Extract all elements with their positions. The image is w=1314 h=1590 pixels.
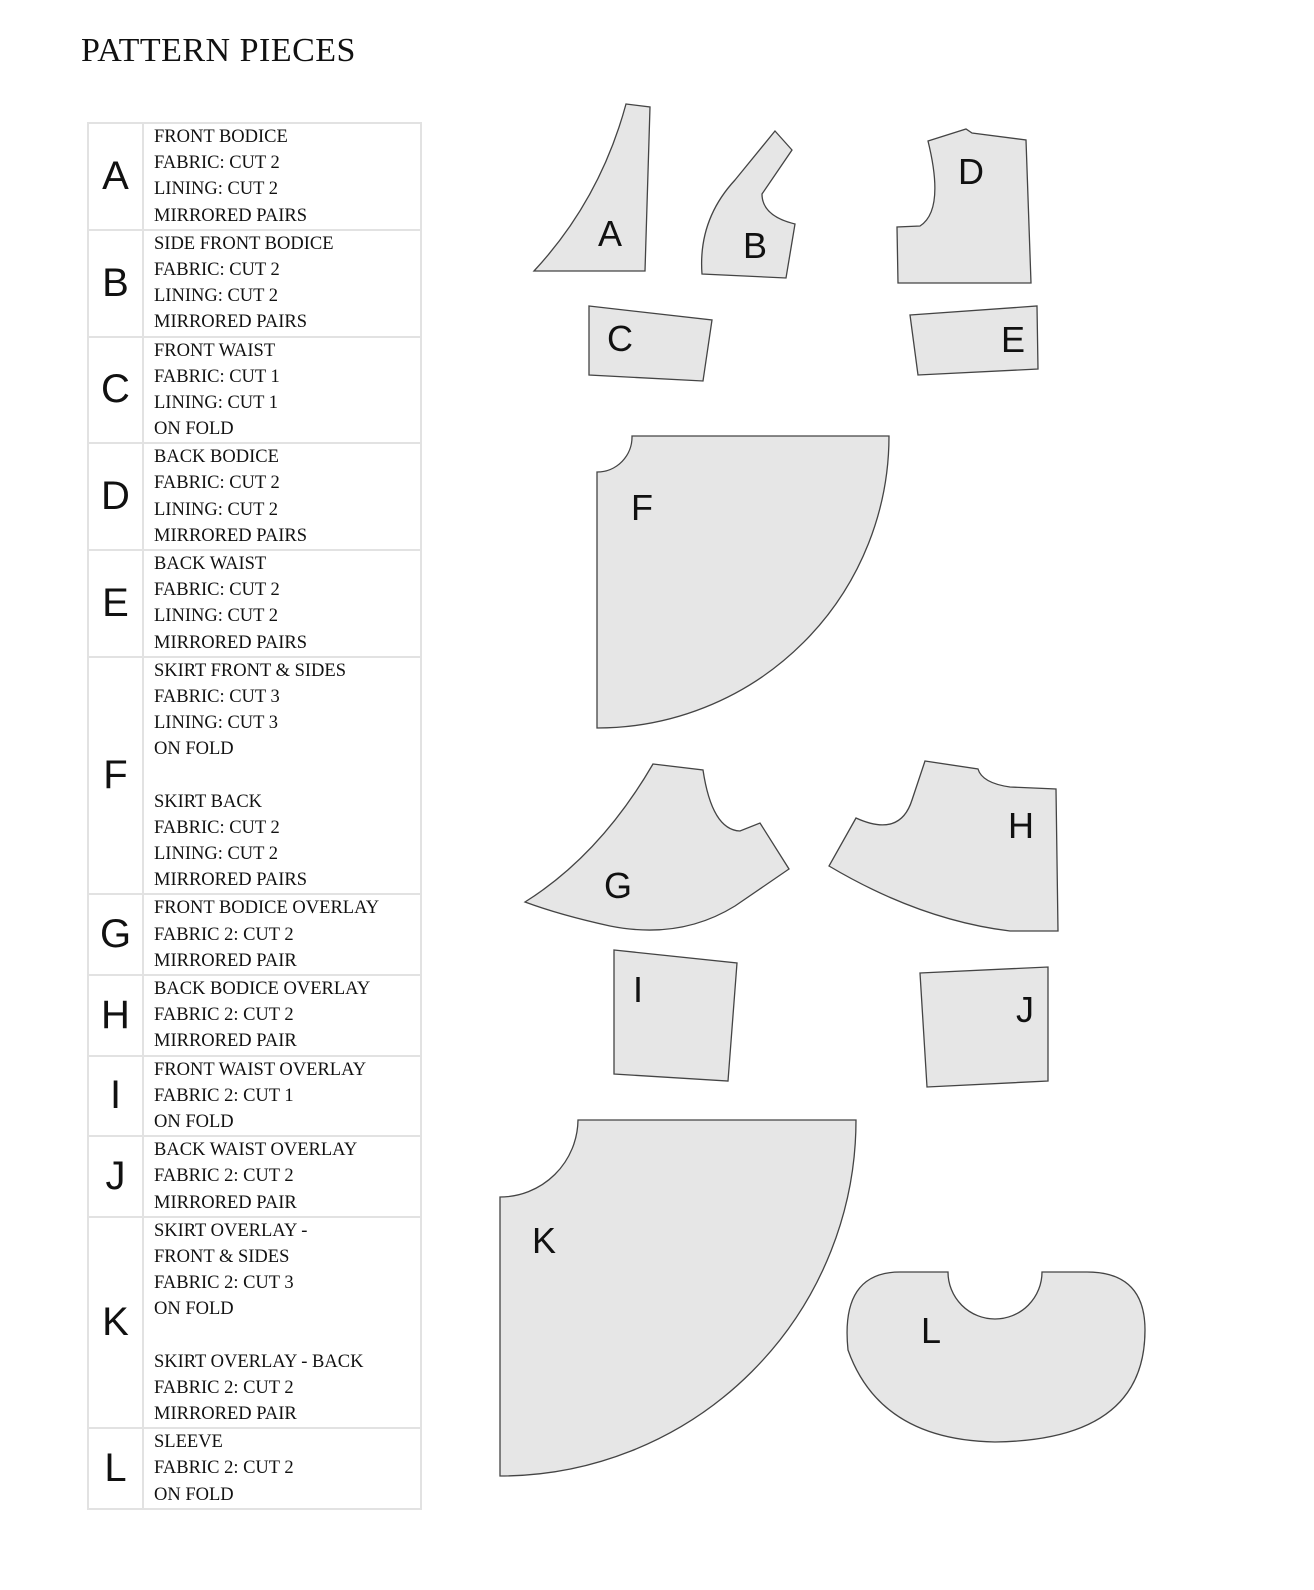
legend-line: BACK WAIST OVERLAY bbox=[154, 1140, 358, 1161]
legend-letter: E bbox=[88, 550, 143, 657]
piece-j bbox=[920, 967, 1048, 1087]
legend-line: LINING: CUT 2 bbox=[154, 606, 279, 627]
legend-line: SLEEVE bbox=[154, 1432, 223, 1453]
legend-line: SKIRT FRONT & SIDES bbox=[154, 660, 346, 681]
legend-line: FABRIC 2: CUT 3 bbox=[154, 1273, 294, 1294]
legend-line: FABRIC 2: CUT 2 bbox=[154, 1377, 294, 1398]
piece-h bbox=[829, 761, 1058, 931]
piece-e-label: E bbox=[1001, 319, 1026, 360]
legend-line: BACK BODICE bbox=[154, 447, 279, 468]
piece-i bbox=[614, 950, 737, 1081]
legend-line: FABRIC 2: CUT 2 bbox=[154, 1005, 294, 1026]
piece-h-label: H bbox=[1008, 805, 1034, 846]
legend-letter: C bbox=[88, 337, 143, 444]
piece-c bbox=[589, 306, 712, 381]
legend-line: SKIRT OVERLAY - BACK bbox=[154, 1351, 364, 1372]
legend-line: FABRIC 2: CUT 2 bbox=[154, 924, 294, 945]
legend-line: MIRRORED PAIR bbox=[154, 1192, 297, 1213]
legend-line: SIDE FRONT BODICE bbox=[154, 233, 334, 254]
legend-letter: A bbox=[88, 123, 143, 230]
piece-g-label: G bbox=[604, 865, 633, 906]
piece-b-label: B bbox=[743, 225, 768, 266]
legend-line: BACK BODICE OVERLAY bbox=[154, 979, 371, 999]
legend-letter: B bbox=[88, 230, 143, 337]
legend-letter: L bbox=[88, 1428, 143, 1509]
legend-line: MIRRORED PAIR bbox=[154, 1031, 297, 1052]
legend-line: FABRIC: CUT 2 bbox=[154, 817, 280, 838]
legend-line: FRONT BODICE bbox=[154, 127, 288, 147]
piece-c-label: C bbox=[607, 318, 633, 359]
page-title: PATTERN PIECES bbox=[81, 32, 356, 69]
legend-line: ON FOLD bbox=[154, 739, 234, 760]
piece-a-label: A bbox=[598, 213, 623, 254]
legend-line: MIRRORED PAIRS bbox=[154, 632, 308, 653]
legend-line: FABRIC 2: CUT 2 bbox=[154, 1166, 294, 1187]
legend-line: FRONT WAIST OVERLAY bbox=[154, 1059, 367, 1080]
legend-line: FABRIC: CUT 3 bbox=[154, 686, 280, 707]
legend-letter: H bbox=[88, 975, 143, 1056]
legend-line: MIRRORED PAIR bbox=[154, 950, 297, 971]
legend-line: MIRRORED PAIR bbox=[154, 1404, 297, 1424]
legend-line: ON FOLD bbox=[154, 1484, 234, 1505]
legend-line: FRONT BODICE OVERLAY bbox=[154, 898, 380, 919]
legend-line: FABRIC 2: CUT 2 bbox=[154, 1458, 294, 1479]
legend-line: ON FOLD bbox=[154, 1111, 234, 1132]
legend-line: LINING: CUT 2 bbox=[154, 286, 279, 307]
legend-letter: I bbox=[88, 1056, 143, 1137]
piece-j-label: J bbox=[1016, 989, 1034, 1030]
legend-line: FABRIC: CUT 2 bbox=[154, 153, 280, 174]
piece-f bbox=[597, 436, 889, 728]
legend-letter: G bbox=[88, 894, 143, 975]
piece-a bbox=[534, 104, 650, 271]
legend-line: LINING: CUT 3 bbox=[154, 713, 279, 734]
piece-b bbox=[702, 131, 795, 278]
piece-g bbox=[525, 764, 789, 930]
legend-line: SKIRT OVERLAY - bbox=[154, 1220, 308, 1241]
piece-d-label: D bbox=[958, 151, 984, 192]
legend-line: MIRRORED PAIRS bbox=[154, 525, 308, 546]
legend-letter: F bbox=[88, 657, 143, 895]
piece-l-label: L bbox=[921, 1310, 942, 1351]
legend-line: FABRIC 2: CUT 1 bbox=[154, 1085, 294, 1106]
piece-f-label: F bbox=[631, 487, 653, 528]
legend-line: LINING: CUT 2 bbox=[154, 179, 279, 200]
legend-line: SKIRT BACK bbox=[154, 791, 263, 812]
legend-line: BACK WAIST bbox=[154, 554, 267, 574]
legend-line: FABRIC: CUT 2 bbox=[154, 580, 280, 601]
piece-k bbox=[500, 1120, 856, 1476]
piece-i-label: I bbox=[633, 969, 644, 1010]
legend-line: ON FOLD bbox=[154, 419, 234, 440]
legend-line: MIRRORED PAIRS bbox=[154, 870, 308, 891]
legend-line: ON FOLD bbox=[154, 1299, 234, 1320]
piece-l bbox=[847, 1272, 1145, 1442]
legend-line: FRONT WAIST bbox=[154, 340, 276, 361]
legend-letter: K bbox=[88, 1217, 143, 1429]
piece-e bbox=[910, 306, 1038, 375]
piece-k-label: K bbox=[532, 1220, 557, 1261]
legend-line: MIRRORED PAIRS bbox=[154, 312, 308, 333]
legend-letter: D bbox=[88, 443, 143, 550]
legend-line: FRONT & SIDES bbox=[154, 1246, 290, 1267]
legend-line: MIRRORED PAIRS bbox=[154, 205, 308, 226]
piece-d bbox=[897, 129, 1031, 283]
legend-line: LINING: CUT 1 bbox=[154, 392, 279, 413]
legend-line: LINING: CUT 2 bbox=[154, 844, 279, 865]
legend-line: FABRIC: CUT 1 bbox=[154, 366, 280, 387]
legend-line: FABRIC: CUT 2 bbox=[154, 259, 280, 280]
legend-line: LINING: CUT 2 bbox=[154, 499, 279, 520]
legend-letter: J bbox=[88, 1136, 143, 1217]
legend-line: FABRIC: CUT 2 bbox=[154, 473, 280, 494]
